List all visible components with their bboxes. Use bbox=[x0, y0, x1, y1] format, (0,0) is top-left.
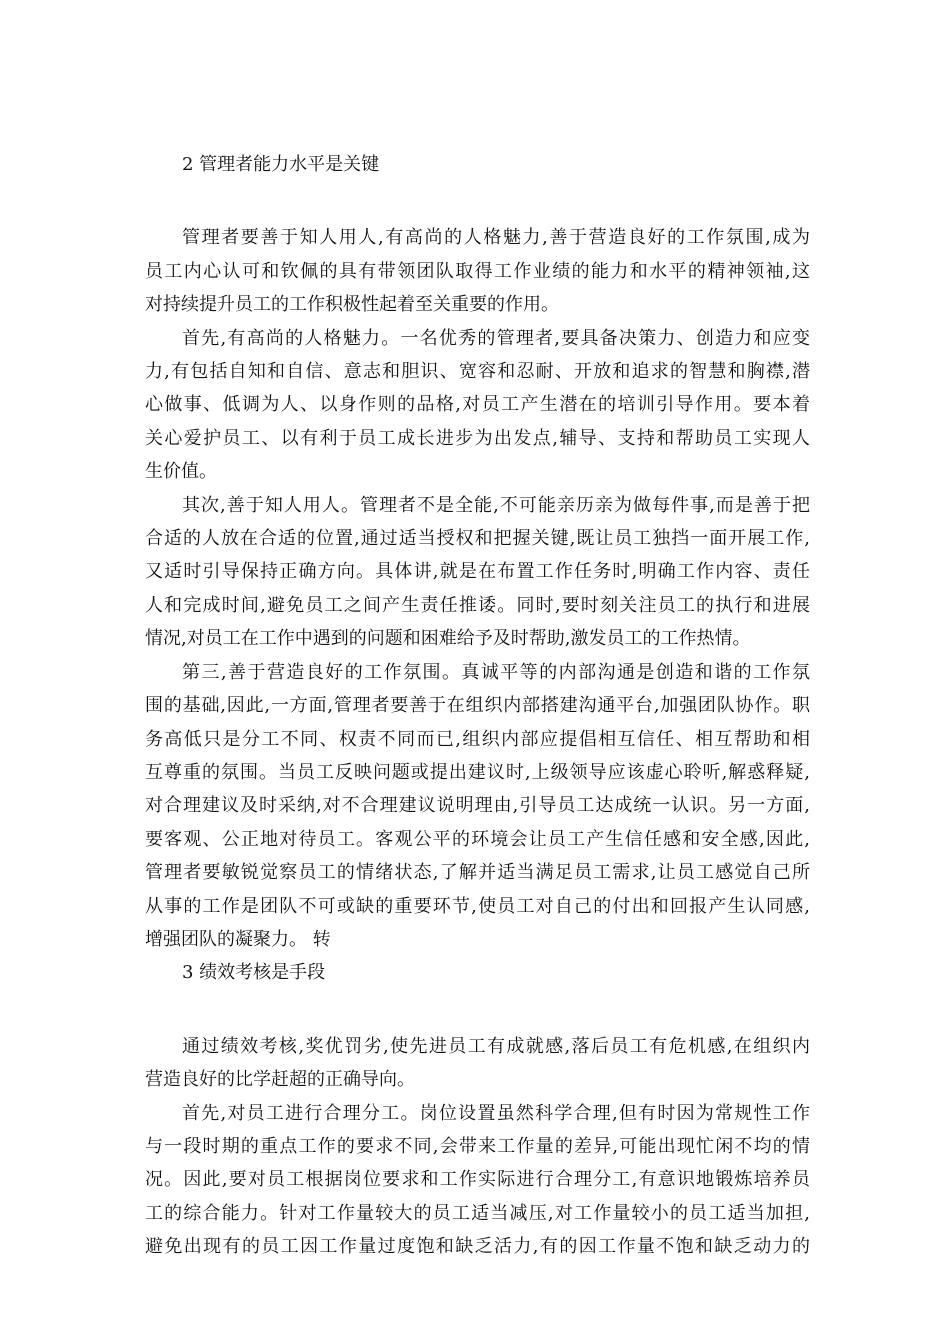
text-line: 围的基础,因此,一方面,管理者要善于在组织内部搭建沟通平台,加强团队协作。职 bbox=[145, 695, 810, 717]
text-line: 工的综合能力。针对工作量较大的员工适当减压,对工作量较小的员工适当加担, bbox=[145, 1202, 810, 1224]
text-line: 管理者要敏锐觉察员工的情绪状态,了解并适当满足员工需求,让员工感觉自己所 bbox=[145, 862, 810, 884]
text-line: 增强团队的凝聚力。 转 bbox=[145, 928, 331, 950]
text-line: 首先,对员工进行合理分工。岗位设置虽然科学合理,但有时因为常规性工作 bbox=[182, 1102, 810, 1124]
paragraph-2-3 bbox=[145, 489, 810, 656]
text-line: 要客观、公正地对待员工。客观公平的环境会让员工产生信任感和安全感,因此, bbox=[145, 828, 810, 850]
section-2 bbox=[145, 148, 810, 1264]
text-line: 从事的工作是团队不可或缺的重要环节,使员工对自己的付出和回报产生认同感, bbox=[145, 895, 810, 917]
section-2-title: 2 管理者能力水平是关键 bbox=[182, 154, 380, 175]
text-line: 务高低只是分工不同、权责不同而已,组织内部应提倡相互信任、相互帮助和相 bbox=[145, 728, 810, 750]
text-line: 互尊重的氛围。当员工反映问题或提出建议时,上级领导应该虚心聆听,解惑释疑, bbox=[145, 761, 810, 783]
text-line: 又适时引导保持正确方向。具体讲,就是在布置工作任务时,明确工作内容、责任 bbox=[145, 561, 810, 583]
text-line: 生价值。 bbox=[145, 461, 217, 483]
text-line: 第三,善于营造良好的工作氛围。真诚平等的内部沟通是创造和谐的工作氛 bbox=[182, 661, 810, 683]
text-line: 力,有包括自知和自信、意志和胆识、宽容和忍耐、开放和追求的智慧和胸襟,潜 bbox=[145, 361, 810, 383]
text-line: 对持续提升员工的工作积极性起着至关重要的作用。 bbox=[145, 294, 559, 316]
paragraph-2-2 bbox=[145, 322, 810, 489]
text-line: 合适的人放在合适的位置,通过适当授权和把握关键,既让员工独挡一面开展工作, bbox=[145, 528, 810, 550]
text-line: 营造良好的比学赶超的正确导向。 bbox=[145, 1069, 415, 1091]
text-line: 员工内心认可和钦佩的具有带领团队取得工作业绩的能力和水平的精神领袖,这 bbox=[145, 260, 810, 282]
text-line: 情况,对员工在工作中遇到的问题和困难给予及时帮助,激发员工的工作热情。 bbox=[145, 628, 751, 650]
text-line: 关心爱护员工、以有利于员工成长进步为出发点,辅导、支持和帮助员工实现人 bbox=[145, 427, 810, 449]
text-line: 首先,有高尚的人格魅力。一名优秀的管理者,要具备决策力、创造力和应变 bbox=[182, 327, 810, 349]
section-3-title: 3 绩效考核是手段 bbox=[182, 962, 326, 984]
paragraph-2-4 bbox=[145, 656, 810, 957]
text-line: 管理者要善于知人用人,有高尚的人格魅力,善于营造良好的工作氛围,成为 bbox=[182, 227, 810, 249]
text-line: 况。因此,要对员工根据岗位要求和工作实际进行合理分工,有意识地锻炼培养员 bbox=[145, 1169, 810, 1191]
text-line: 其次,善于知人用人。管理者不是全能,不可能亲历亲为做每件事,而是善于把 bbox=[182, 494, 810, 516]
paragraph-3-1 bbox=[145, 1030, 810, 1097]
paragraph-2-1 bbox=[145, 221, 810, 321]
paragraph-3-2 bbox=[145, 1097, 810, 1264]
text-line: 人和完成时间,避免员工之间产生责任推诿。同时,要时刻关注员工的执行和进展 bbox=[145, 594, 810, 616]
text-line: 与一段时期的重点工作的要求不同,会带来工作量的差异,可能出现忙闲不均的情 bbox=[145, 1135, 810, 1157]
text-line: 避免出现有的员工因工作量过度饱和缺乏活力,有的因工作量不饱和缺乏动力的 bbox=[145, 1236, 810, 1258]
text-line: 对合理建议及时采纳,对不合理建议说明理由,引导员工达成统一认识。另一方面, bbox=[145, 795, 810, 817]
text-line: 通过绩效考核,奖优罚劣,使先进员工有成就感,落后员工有危机感,在组织内 bbox=[182, 1035, 810, 1057]
text-line: 心做事、低调为人、以身作则的品格,对员工产生潜在的培训引导作用。要本着 bbox=[145, 394, 810, 416]
